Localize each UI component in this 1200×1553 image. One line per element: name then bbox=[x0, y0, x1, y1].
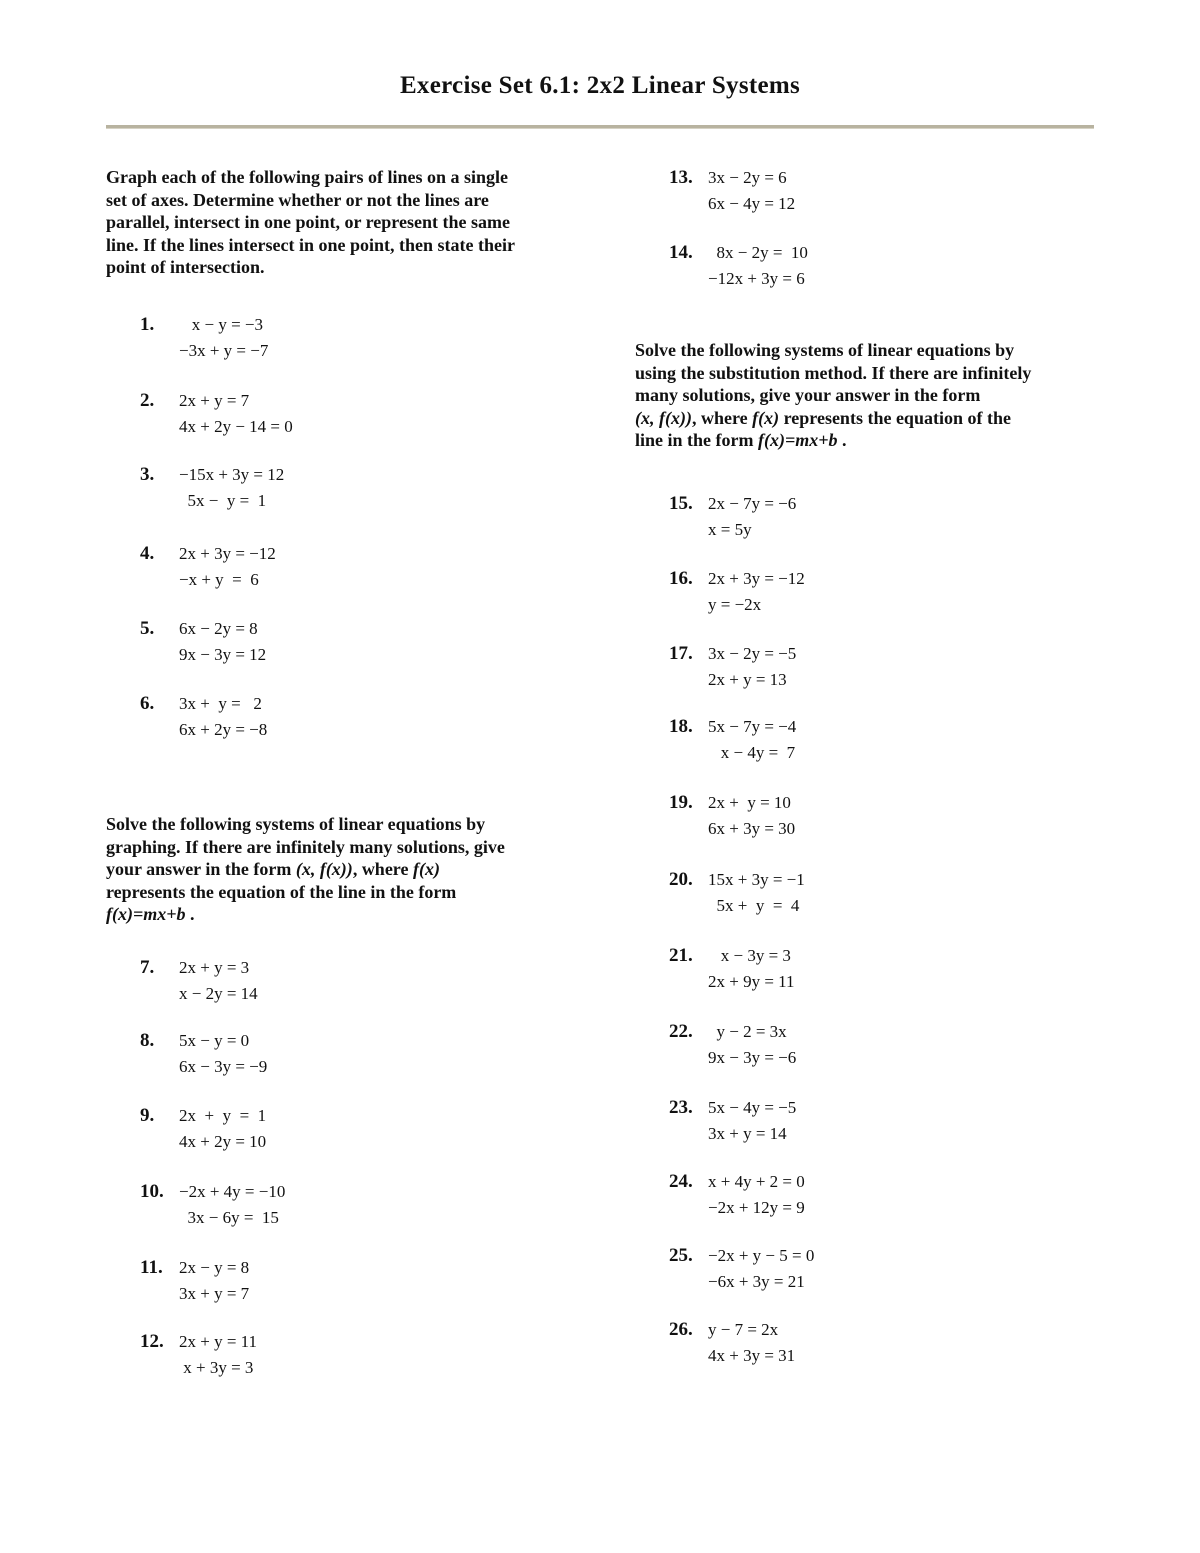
equation: 2x + 9y = 11 bbox=[708, 972, 795, 991]
instruction-line: line. If the lines intersect in one point, then state their bbox=[106, 234, 515, 255]
problem-number: 7. bbox=[140, 957, 155, 978]
math-expression: f(x) bbox=[412, 859, 440, 880]
problem-number: 26. bbox=[669, 1319, 693, 1340]
equation: x − 4y = 7 bbox=[708, 743, 796, 762]
instruction-line bbox=[635, 429, 1031, 452]
instruction-line bbox=[106, 903, 505, 926]
page-title: Exercise Set 6.1: 2x2 Linear Systems bbox=[399, 72, 801, 99]
title-divider bbox=[106, 125, 1094, 129]
equation: 5x − y = 1 bbox=[179, 491, 267, 510]
equation: 3x − 6y = 15 bbox=[179, 1208, 279, 1227]
instruction-line: Solve the following systems of linear equations by bbox=[106, 814, 486, 834]
problem-number: 6. bbox=[140, 693, 155, 714]
instructions-solve-by-graphing bbox=[106, 813, 505, 926]
equation: 5x − 4y = −5 bbox=[708, 1098, 797, 1117]
math-expression: f(x)=mx+b bbox=[106, 904, 186, 925]
problem-number: 15. bbox=[669, 493, 693, 514]
problem-number: 19. bbox=[669, 792, 693, 813]
instruction-line: Solve the following systems of linear equations by bbox=[635, 340, 1015, 360]
equation: 3x − 2y = −5 bbox=[708, 644, 797, 663]
equation: 2x + y = 10 bbox=[708, 793, 791, 812]
problem-number: 16. bbox=[669, 568, 693, 589]
equation: 5x − 7y = −4 bbox=[708, 717, 797, 736]
equation: y = −2x bbox=[708, 595, 762, 614]
equation: x + 4y + 2 = 0 bbox=[708, 1172, 805, 1191]
equation: 2x + 3y = −12 bbox=[708, 569, 805, 588]
equation: 4x + 3y = 31 bbox=[708, 1346, 796, 1365]
equation: 5x + y = 4 bbox=[708, 896, 800, 915]
problem-number: 5. bbox=[140, 618, 155, 639]
equation: 5x − y = 0 bbox=[179, 1031, 250, 1050]
equation: −2x + 4y = −10 bbox=[179, 1182, 286, 1201]
instruction-text: . bbox=[185, 904, 195, 925]
equation: x − y = −3 bbox=[179, 315, 264, 334]
equation: 3x + y = 7 bbox=[179, 1284, 250, 1303]
instruction-line bbox=[635, 407, 1031, 430]
equation: 4x + 2y = 10 bbox=[179, 1132, 267, 1151]
math-expression: (x, f(x)) bbox=[295, 859, 353, 880]
problem-number: 9. bbox=[140, 1105, 155, 1126]
equation: −x + y = 6 bbox=[179, 570, 259, 589]
equation: 2x + y = 13 bbox=[708, 670, 787, 689]
problem-number: 8. bbox=[140, 1030, 155, 1051]
problem-number: 14. bbox=[669, 242, 693, 263]
problem-number: 3. bbox=[140, 464, 155, 485]
equation: 3x + y = 14 bbox=[708, 1124, 787, 1143]
instruction-text: . bbox=[837, 430, 847, 451]
instruction-line: graphing. If there are infinitely many solutions, give bbox=[106, 836, 505, 857]
equation: x = 5y bbox=[708, 520, 752, 539]
problem-number: 24. bbox=[669, 1171, 693, 1192]
equation: −15x + 3y = 12 bbox=[179, 465, 285, 484]
math-expression: (x, f(x)) bbox=[635, 407, 692, 428]
equation: x − 2y = 14 bbox=[179, 984, 258, 1003]
instruction-text: your answer in the form bbox=[106, 859, 296, 880]
instruction-text: represents the equation of the bbox=[779, 407, 1011, 428]
problem-number: 17. bbox=[669, 643, 693, 664]
equation: 9x − 3y = −6 bbox=[708, 1048, 797, 1067]
instruction-line: using the substitution method. If there are infinitely bbox=[635, 362, 1032, 383]
instruction-line: set of axes. Determine whether or not the lines are bbox=[106, 189, 489, 210]
problem-number: 10. bbox=[140, 1181, 164, 1202]
equation: 2x + 3y = −12 bbox=[179, 544, 276, 563]
equation: x + 3y = 3 bbox=[179, 1358, 254, 1377]
equation: 9x − 3y = 12 bbox=[179, 645, 267, 664]
equation: 15x + 3y = −1 bbox=[708, 870, 805, 889]
equation: −6x + 3y = 21 bbox=[708, 1272, 805, 1291]
equation: 3x + y = 2 bbox=[179, 694, 262, 713]
equation: −2x + 12y = 9 bbox=[708, 1198, 805, 1217]
instruction-line: Graph each of the following pairs of lines on a single bbox=[106, 167, 509, 187]
equation: 6x + 2y = −8 bbox=[179, 720, 268, 739]
equation: 2x + y = 1 bbox=[179, 1106, 267, 1125]
math-expression: f(x)=mx+b bbox=[758, 430, 838, 451]
equation: x − 3y = 3 bbox=[708, 946, 791, 965]
instruction-line: point of intersection. bbox=[106, 257, 265, 278]
equation: 8x − 2y = 10 bbox=[708, 243, 808, 262]
problem-number: 20. bbox=[669, 869, 693, 890]
instructions-substitution-method bbox=[635, 339, 1031, 452]
problem-number: 18. bbox=[669, 716, 693, 737]
instruction-line: many solutions, give your answer in the form bbox=[635, 385, 981, 406]
instructions-graph-pairs bbox=[106, 166, 515, 279]
equation: 3x − 2y = 6 bbox=[708, 168, 787, 187]
equation: 6x − 3y = −9 bbox=[179, 1057, 268, 1076]
instruction-line: parallel, intersect in one point, or represent the same bbox=[106, 212, 510, 233]
instruction-line: represents the equation of the line in the form bbox=[106, 881, 457, 902]
equation: 2x + y = 3 bbox=[179, 958, 250, 977]
equation: 2x + y = 11 bbox=[179, 1332, 258, 1351]
instruction-line bbox=[106, 858, 505, 881]
instruction-text: , where bbox=[352, 859, 413, 880]
problem-number: 1. bbox=[140, 314, 155, 335]
instruction-text: line in the form bbox=[635, 430, 758, 451]
problem-number: 13. bbox=[669, 167, 693, 188]
equation: −2x + y − 5 = 0 bbox=[708, 1246, 815, 1265]
equation: 2x + y = 7 bbox=[179, 391, 250, 410]
problem-number: 23. bbox=[669, 1097, 693, 1118]
equation: 6x + 3y = 30 bbox=[708, 819, 796, 838]
equation: 2x − 7y = −6 bbox=[708, 494, 797, 513]
equation: 6x − 2y = 8 bbox=[179, 619, 258, 638]
equation: 4x + 2y − 14 = 0 bbox=[179, 417, 293, 436]
instruction-text: , where bbox=[691, 407, 753, 428]
problem-number: 12. bbox=[140, 1331, 164, 1352]
equation: −3x + y = −7 bbox=[179, 341, 269, 360]
equation: y − 2 = 3x bbox=[708, 1022, 787, 1041]
problem-number: 4. bbox=[140, 543, 155, 564]
equation: 2x − y = 8 bbox=[179, 1258, 250, 1277]
problem-number: 2. bbox=[140, 390, 155, 411]
equation: −12x + 3y = 6 bbox=[708, 269, 805, 288]
equation: 6x − 4y = 12 bbox=[708, 194, 796, 213]
problem-number: 22. bbox=[669, 1021, 693, 1042]
problem-number: 21. bbox=[669, 945, 693, 966]
problem-number: 11. bbox=[140, 1257, 163, 1278]
equation: y − 7 = 2x bbox=[708, 1320, 779, 1339]
math-expression: f(x) bbox=[752, 407, 780, 428]
problem-number: 25. bbox=[669, 1245, 693, 1266]
